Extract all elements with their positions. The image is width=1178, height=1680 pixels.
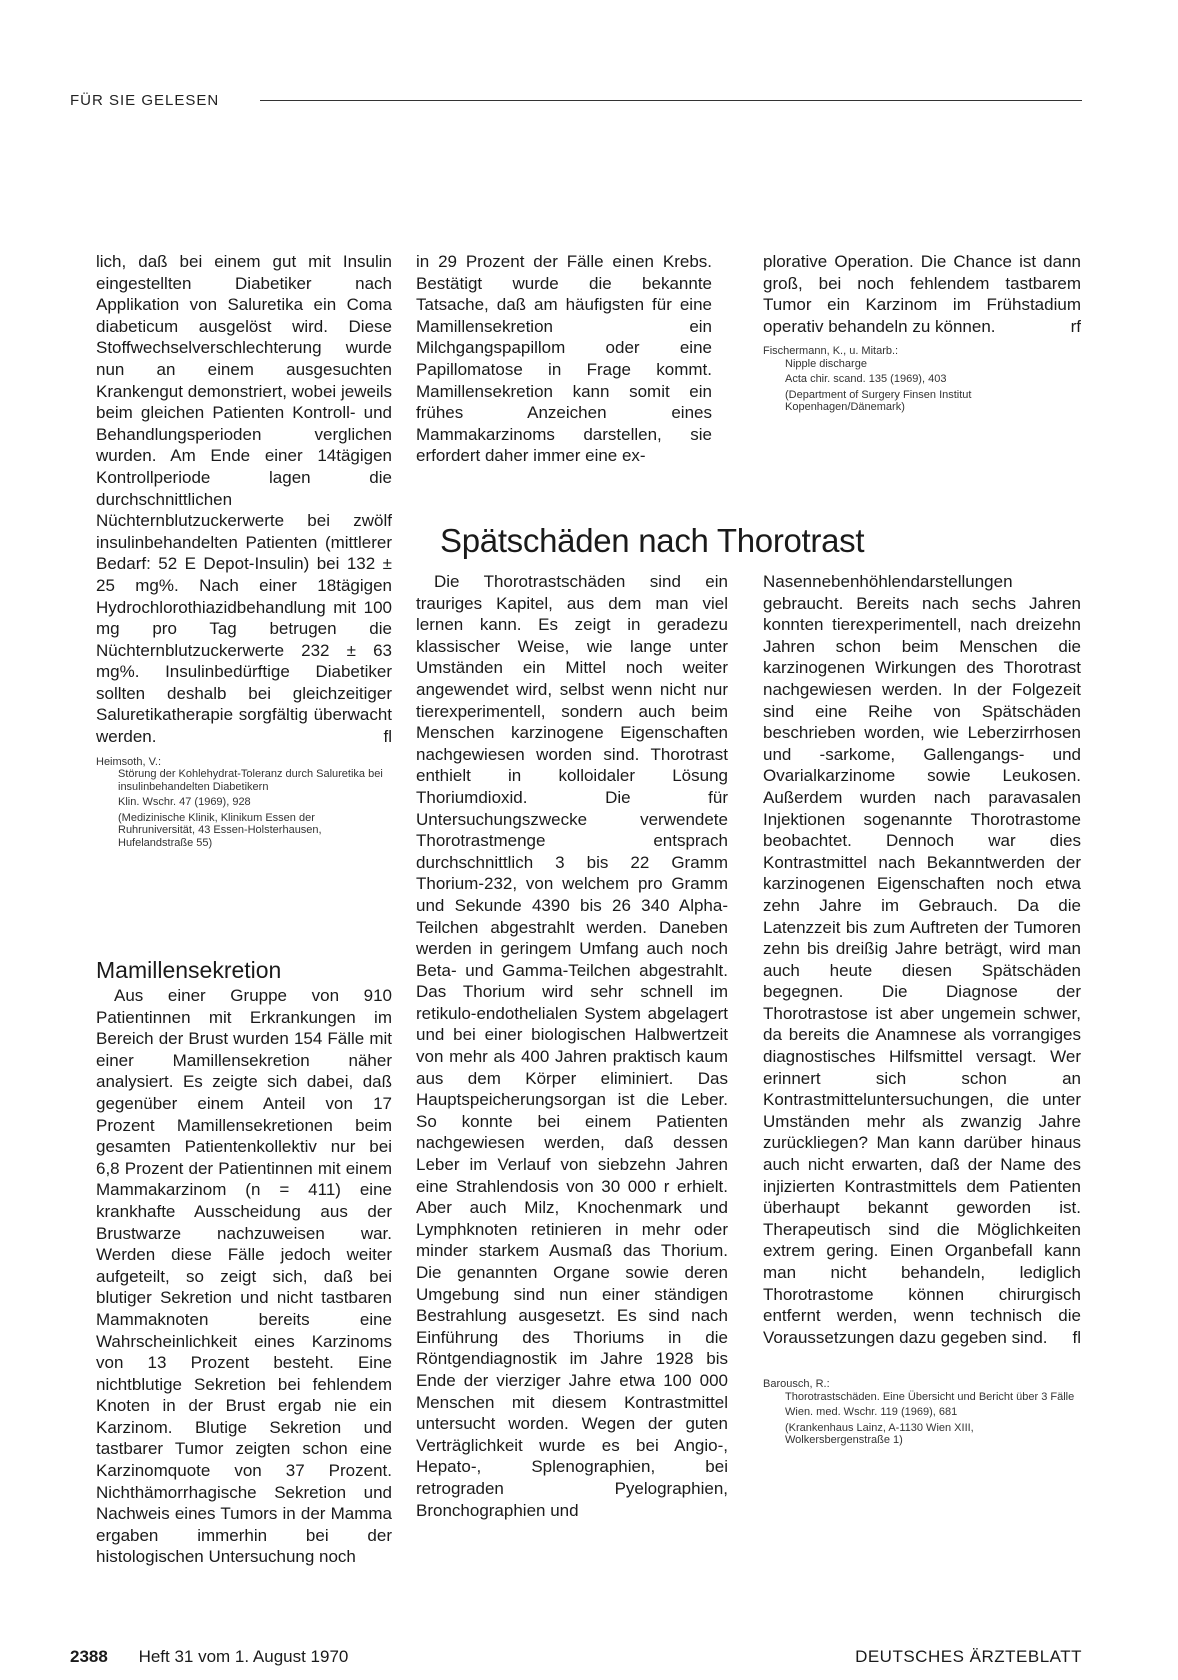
reference-author: Barousch, R.: (763, 1378, 830, 1391)
body-text: Die Thorotrastschäden sind ein trauriges Kapitel, aus dem man viel lernen kann. Es zeigt in geradezu klassischer Weise, wie lange unter Umständen ein Mittel noch weiter angewendet wird, selbst wenn nicht nur tierexperimentell, sondern auch beim Menschen karzinogene Eigenschaften nachgewiesen worden sind. Thorotrast enthielt in kolloidaler Lösung Thoriumdioxid. Die für Untersuchungszwecke verwendete Thorotrastmenge entsprach durchschnittlich 3 bis 22 Gramm Thorium-232, von welchem pro Gramm und Sekunde 4390 bis 26 340 Alpha-Teilchen abgestrahlt werden. Daneben werden in geringem Umfang auch noch Beta- und Gamma-Teilchen abgestrahlt. Das Thorium wird sehr schnell im retikulo-endothelialen System abgelagert und bei einer biologischen Halbwertzeit von mehr als 400 Jahren praktisch kaum aus dem Körper eliminiert. Das Hauptspeicherungsorgan ist die Leber. So konnte bei einem Patienten nachgewiesen werden, daß dessen Leber im Verlauf von siebzehn Jahren eine Strahlendosis von 30 000 r erhielt. Aber auch Milz, Knochenmark und Lymphknoten retinieren in mehr oder minder starkem Ausmaß das Thorium. Die genannten Organe sowie deren Umgebung sind nun einer ständigen Bestrahlung ausgesetzt. Es sind nach Einführung des Thoriums in die Röntgendiagnostik im Jahre 1928 bis Ende der vierziger Jahre etwa 100 000 Menschen mit diesem Kontrastmittel untersucht worden. Wegen der guten Verträglichkeit wurde es bei Angio-, Hepato-, Splenographien, bei retrograden Pyelographien, Bronchographien und (416, 572, 728, 1520)
reference-address: (Krankenhaus Lainz, A-1130 Wien XIII, Wolkersbergenstraße 1) (785, 1421, 974, 1447)
body-text: in 29 Prozent der Fälle einen Krebs. Bestätigt wurde die bekannte Tatsache, daß am häufigsten für eine Mamillensekretion ein Milchgangspapillom oder eine Papillomatose in Frage kommt. Mamillensekretion kann somit ein frühes Anzeichen eines Mammakarzinoms darstellen, sie erfordert daher immer eine ex- (416, 252, 712, 466)
reference-author: Fischermann, K., u. Mitarb.: (763, 345, 899, 358)
article-body-thorotrast (416, 571, 728, 1521)
body-text: Aus einer Gruppe von 910 Patientinnen mit Erkrankungen im Bereich der Brust wurden 154 Fälle mit einer Mamillensekretion näher analysiert. Es zeigte sich dabei, daß gegenüber einem Anteil von 17 Prozent Mamillensekretionen beim gesamten Patientenkollektiv nur bei 6,8 Prozent der Patientinnen mit einem Mammakarzinom (n = 411) eine krankhafte Ausscheidung aus der Brustwarze nachzuweisen war. Werden diese Fälle jedoch weiter aufgeteilt, so zeigt sich, daß bei blutiger Sekretion und nicht tastbaren Mammaknoten bereits eine Wahrscheinlichkeit eines Karzinoms von 13 Prozent besteht. Eine nichtblutige Sekretion bei fehlendem Knoten in der Brust ergab nie ein Karzinom. Blutige Sekretion und tastbarer Tumor zeigten schon eine Karzinomquote von 37 Prozent. Nichthämorrhagische Sekretion und Nachweis eines Tumors in der Mamma ergaben immerhin bei der histologischen Untersuchung noch (96, 986, 392, 1567)
header-rule (260, 100, 1082, 101)
author-initials: fl (383, 727, 392, 747)
reference-address: (Medizinische Klinik, Klinikum Essen der Ruhruniversität, 43 Essen-Holsterhausen, Hufelandstraße 55) (118, 811, 322, 849)
article-body-mamillensekretion (96, 985, 392, 1568)
reference-title: Nipple discharge (785, 357, 867, 370)
body-text: plorative Operation. Die Chance ist dann groß, bei noch fehlendem tastbarem Tumor ein Karzinom im Frühstadium operativ behandeln zu können. rf (763, 252, 1081, 336)
article-heading-thorotrast: Spätschäden nach Thorotrast (440, 522, 865, 560)
reference-title: Störung der Kohlehydrat-Toleranz durch Saluretika bei insulinbehandelten Diabetikern (118, 768, 383, 793)
reference-title: Thorotrastschäden. Eine Übersicht und Bericht über 3 Fälle (785, 1390, 1075, 1403)
body-text: Nasennebenhöhlendarstellungen gebraucht. Bereits nach sechs Jahren konnten tierexperimentell, nach dreizehn Jahren schon beim Menschen die karzinogenen Wirkungen des Thorotrast nachgewiesen werden. In der Folgezeit sind eine Reihe von Spätschäden beschrieben worden, wie Leberzirrhosen und -sarkome, Gallengangs- und Ovarialkarzinome sowie Leukosen. Außerdem wurden nach paravasalen Injektionen sogenannte Thorotrastome beobachtet. Dennoch war dies Kontrastmittel nach Bekanntwerden der karzinogenen Eigenschaften noch etwa zehn Jahre im Gebrauch. Da die Latenzzeit bis zum Auftreten der Tumoren zehn bis dreißig Jahre beträgt, wird man auch heute diesen Spätschäden begegnen. Die Diagnose der Thorotrastose ist aber ungemein schwer, da bereits die Anamnese als vorrangiges diagnostisches Hilfsmittel versagt. Wer erinnert sich schon an Kontrastmitteluntersuchungen, die unter Umständen mehr als zwanzig Jahre zurückliegen? Man kann darüber hinaus auch nicht erwarten, daß der Name des injizierten Kontrastmittels dem Patienten überhaupt bekannt geworden ist. Therapeutisch sind die Möglichkeiten extrem gering. Einen Organbefall kann man nicht behandeln, lediglich Thorotrastome können chirurgisch entfernt werden, wenn technisch die Voraussetzungen dazu gegeben sind. fl (763, 572, 1081, 1347)
article-body-mamillensekretion-end (763, 251, 1081, 414)
reference-journal: Wien. med. Wschr. 119 (1969), 681 (785, 1406, 958, 1419)
reference (763, 345, 1081, 414)
article-body-thorotrast-cont (763, 571, 1081, 1447)
issue-info: Heft 31 vom 1. August 1970 (138, 1647, 349, 1666)
author-initials: fl (1072, 1327, 1081, 1347)
page-number: 2388 (70, 1647, 108, 1666)
reference (96, 756, 392, 850)
reference (763, 1378, 1081, 1447)
reference-address: (Department of Surgery Finsen Institut Kopenhagen/Dänemark) (785, 388, 972, 414)
page-footer (70, 1647, 1082, 1667)
author-initials: rf (1070, 316, 1081, 336)
running-header (70, 92, 1082, 114)
article-continuation (96, 251, 392, 849)
body-text: lich, daß bei einem gut mit Insulin eingestellten Diabetiker nach Applikation von Saluretika ein Coma diabeticum ausgelöst wird. Diese Stoffwechselverschlechterung wurde nun an einem ausgesuchten Krankengut demonstriert, wobei jeweils beim gleichen Patienten Kontroll- und Behandlungsperioden verglichen wurden. Am Ende einer 14tägigen Kontrollperiode lagen die durchschnittlichen Nüchternblutzuckerwerte bei zwölf insulinbehandelten Patienten (mittlerer Bedarf: 52 E Depot-Insulin) bei 132 ± 25 mg%. Nach einer 18tägigen Hydrochlorothiazidbehandlung mit 100 mg pro Tag betrugen die Nüchternblutzuckerwerte 232 ± 63 mg%. Insulinbedürftige Diabetiker sollten deshalb bei gleichzeitiger Saluretikatherapie sorgfältig überwacht werden. fl (96, 252, 392, 747)
section-label: FÜR SIE GELESEN (70, 92, 229, 109)
reference-author: Heimsoth, V.: (96, 755, 162, 768)
journal-name: DEUTSCHES ÄRZTEBLATT (855, 1647, 1082, 1666)
reference-journal: Klin. Wschr. 47 (1969), 928 (118, 796, 251, 809)
article-heading-mamillensekretion: Mamillensekretion (96, 957, 282, 984)
article-body-mamillensekretion-cont (416, 251, 712, 467)
reference-journal: Acta chir. scand. 135 (1969), 403 (785, 373, 947, 386)
